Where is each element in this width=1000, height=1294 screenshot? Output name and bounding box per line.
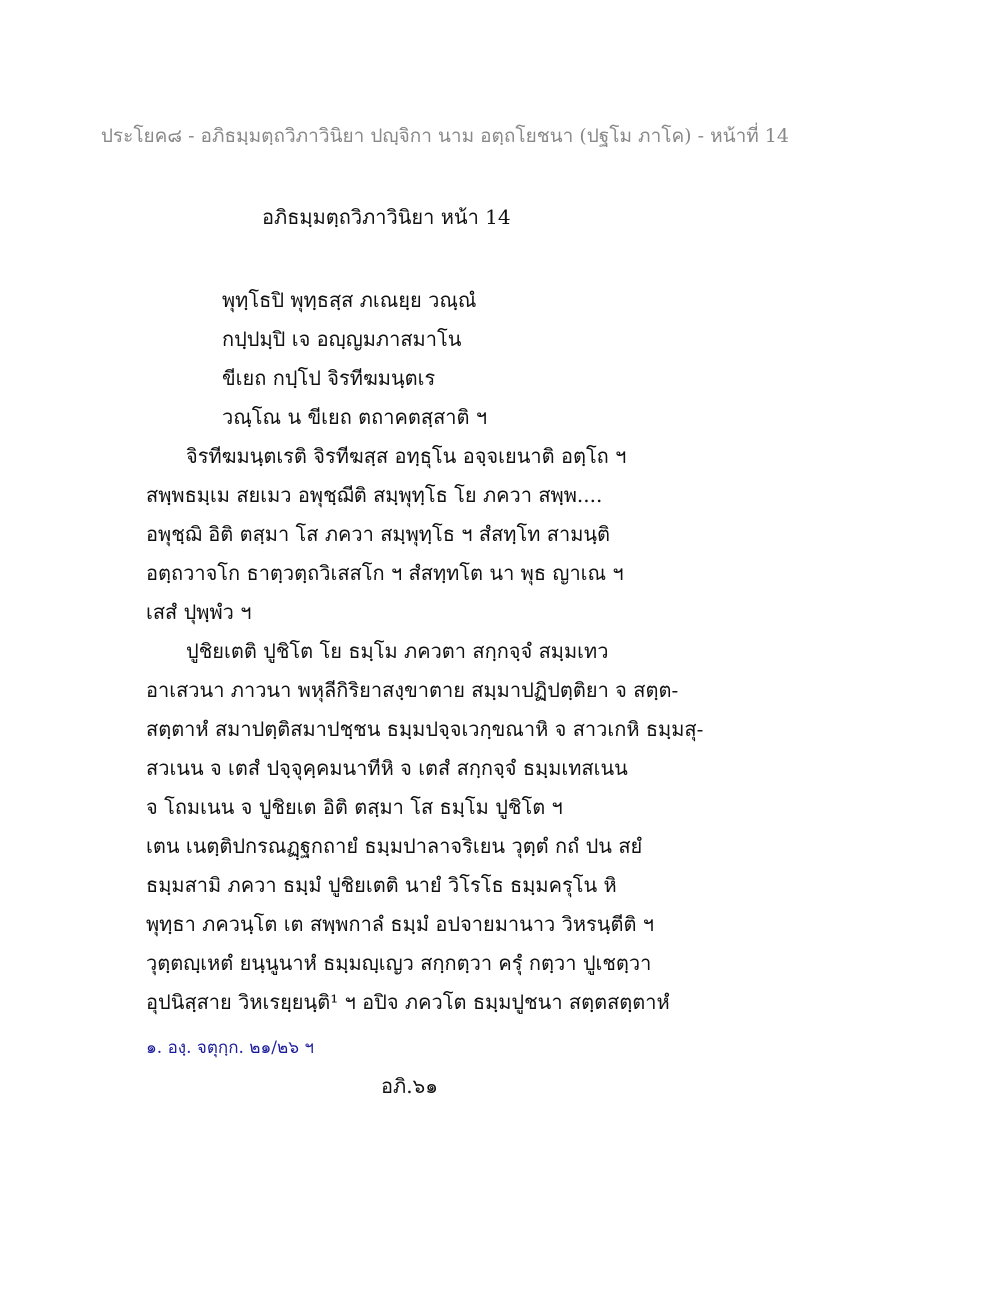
prose-line: สพฺพธมฺเม สยเมว อพุชฺฌีติ สมฺพุทฺโธ โย ภควา สพฺพ.... (146, 483, 603, 507)
page-reference: อภิ.๖๑ (381, 1074, 438, 1098)
prose-line: จ โถมเนน จ ปูชิยเต อิติ ตสฺมา โส ธมฺโม ปูชิโต ฯ (146, 795, 563, 819)
prose-line: อุปนิสฺสาย วิหเรยฺยนฺติ¹ ฯ อปิจ ภควโต ธมฺมปูชนา สตฺตสตฺตาหํ (146, 990, 670, 1014)
verse-line: วณฺโณ น ขีเยถ ตถาคตสฺสาติ ฯ (222, 405, 488, 429)
prose-line: วุตฺตญฺเหตํ ยนฺนูนาหํ ธมฺมญฺเญว สกฺกตฺวา ครุํ กตฺวา ปูเชตฺวา (146, 951, 652, 975)
prose-line: ธมฺมสามิ ภควา ธมฺมํ ปูชิยเตติ นายํ วิโรโธ ธมฺมครุโน หิ (146, 873, 617, 897)
prose-line: เสสํ ปุพฺพํว ฯ (146, 600, 252, 624)
prose-line: สวเนน จ เตสํ ปจฺจุคฺคมนาทีหิ จ เตสํ สกฺกจฺจํ ธมฺมเทสเนน (146, 756, 628, 780)
verse-line: พุทฺโธปิ พุทฺธสฺส ภเณยฺย วณฺณํ (222, 288, 477, 312)
page-header: ประโยค๘ - อภิธมฺมตฺถวิภาวินิยา ปญฺจิกา นาม อตฺถโยชนา (ปฐโม ภาโค) - หน้าที่ 14 (100, 125, 789, 147)
prose-line: อพุชฺฌิ อิติ ตสฺมา โส ภควา สมฺพุทฺโธ ฯ สํสทฺโท สามนฺติ (146, 522, 611, 546)
section-title: อภิธมฺมตฺถวิภาวินิยา หน้า 14 (262, 205, 511, 229)
prose-line: เตน เนตฺติปกรณฏฺฐกถายํ ธมฺมปาลาจริเยน วุตฺตํ กถํ ปน สยํ (146, 834, 643, 858)
verse-block (222, 281, 487, 437)
prose-block (146, 437, 704, 1022)
prose-line: อาเสวนา ภาวนา พหุลีกิริยาสงฺขาตาย สมฺมาปฏิปตฺติยา จ สตฺต- (146, 678, 679, 702)
prose-line: อตฺถวาจโก ธาตฺวตฺถวิเสสโก ฯ สํสทฺทโต นา พุธ ญาเณ ฯ (146, 561, 624, 585)
verse-line: ขีเยถ กปฺโป จิรทีฆมนฺตเร (222, 366, 436, 390)
prose-line: จิรทีฆมนฺตเรติ จิรทีฆสฺส อทฺธุโน อจฺจเยนาติ อตฺโถ ฯ (186, 444, 627, 468)
prose-line: สตฺตาหํ สมาปตฺติสมาปชฺชน ธมฺมปจฺจเวกฺขณาหิ จ สาวเกหิ ธมฺมสุ- (146, 717, 704, 741)
footnote: ๑. องฺ. จตุกฺก. ๒๑/๒๖ ฯ (146, 1038, 314, 1058)
verse-line: กปฺปมฺปิ เจ อญฺญมภาสมาโน (222, 327, 462, 351)
prose-line: ปูชิยเตติ ปูชิโต โย ธมฺโม ภควตา สกฺกจฺจํ สมฺมเทว (186, 639, 609, 663)
prose-line: พุทฺธา ภควนฺโต เต สพฺพกาลํ ธมฺมํ อปจายมานาว วิหรนฺตีติ ฯ (146, 912, 655, 936)
